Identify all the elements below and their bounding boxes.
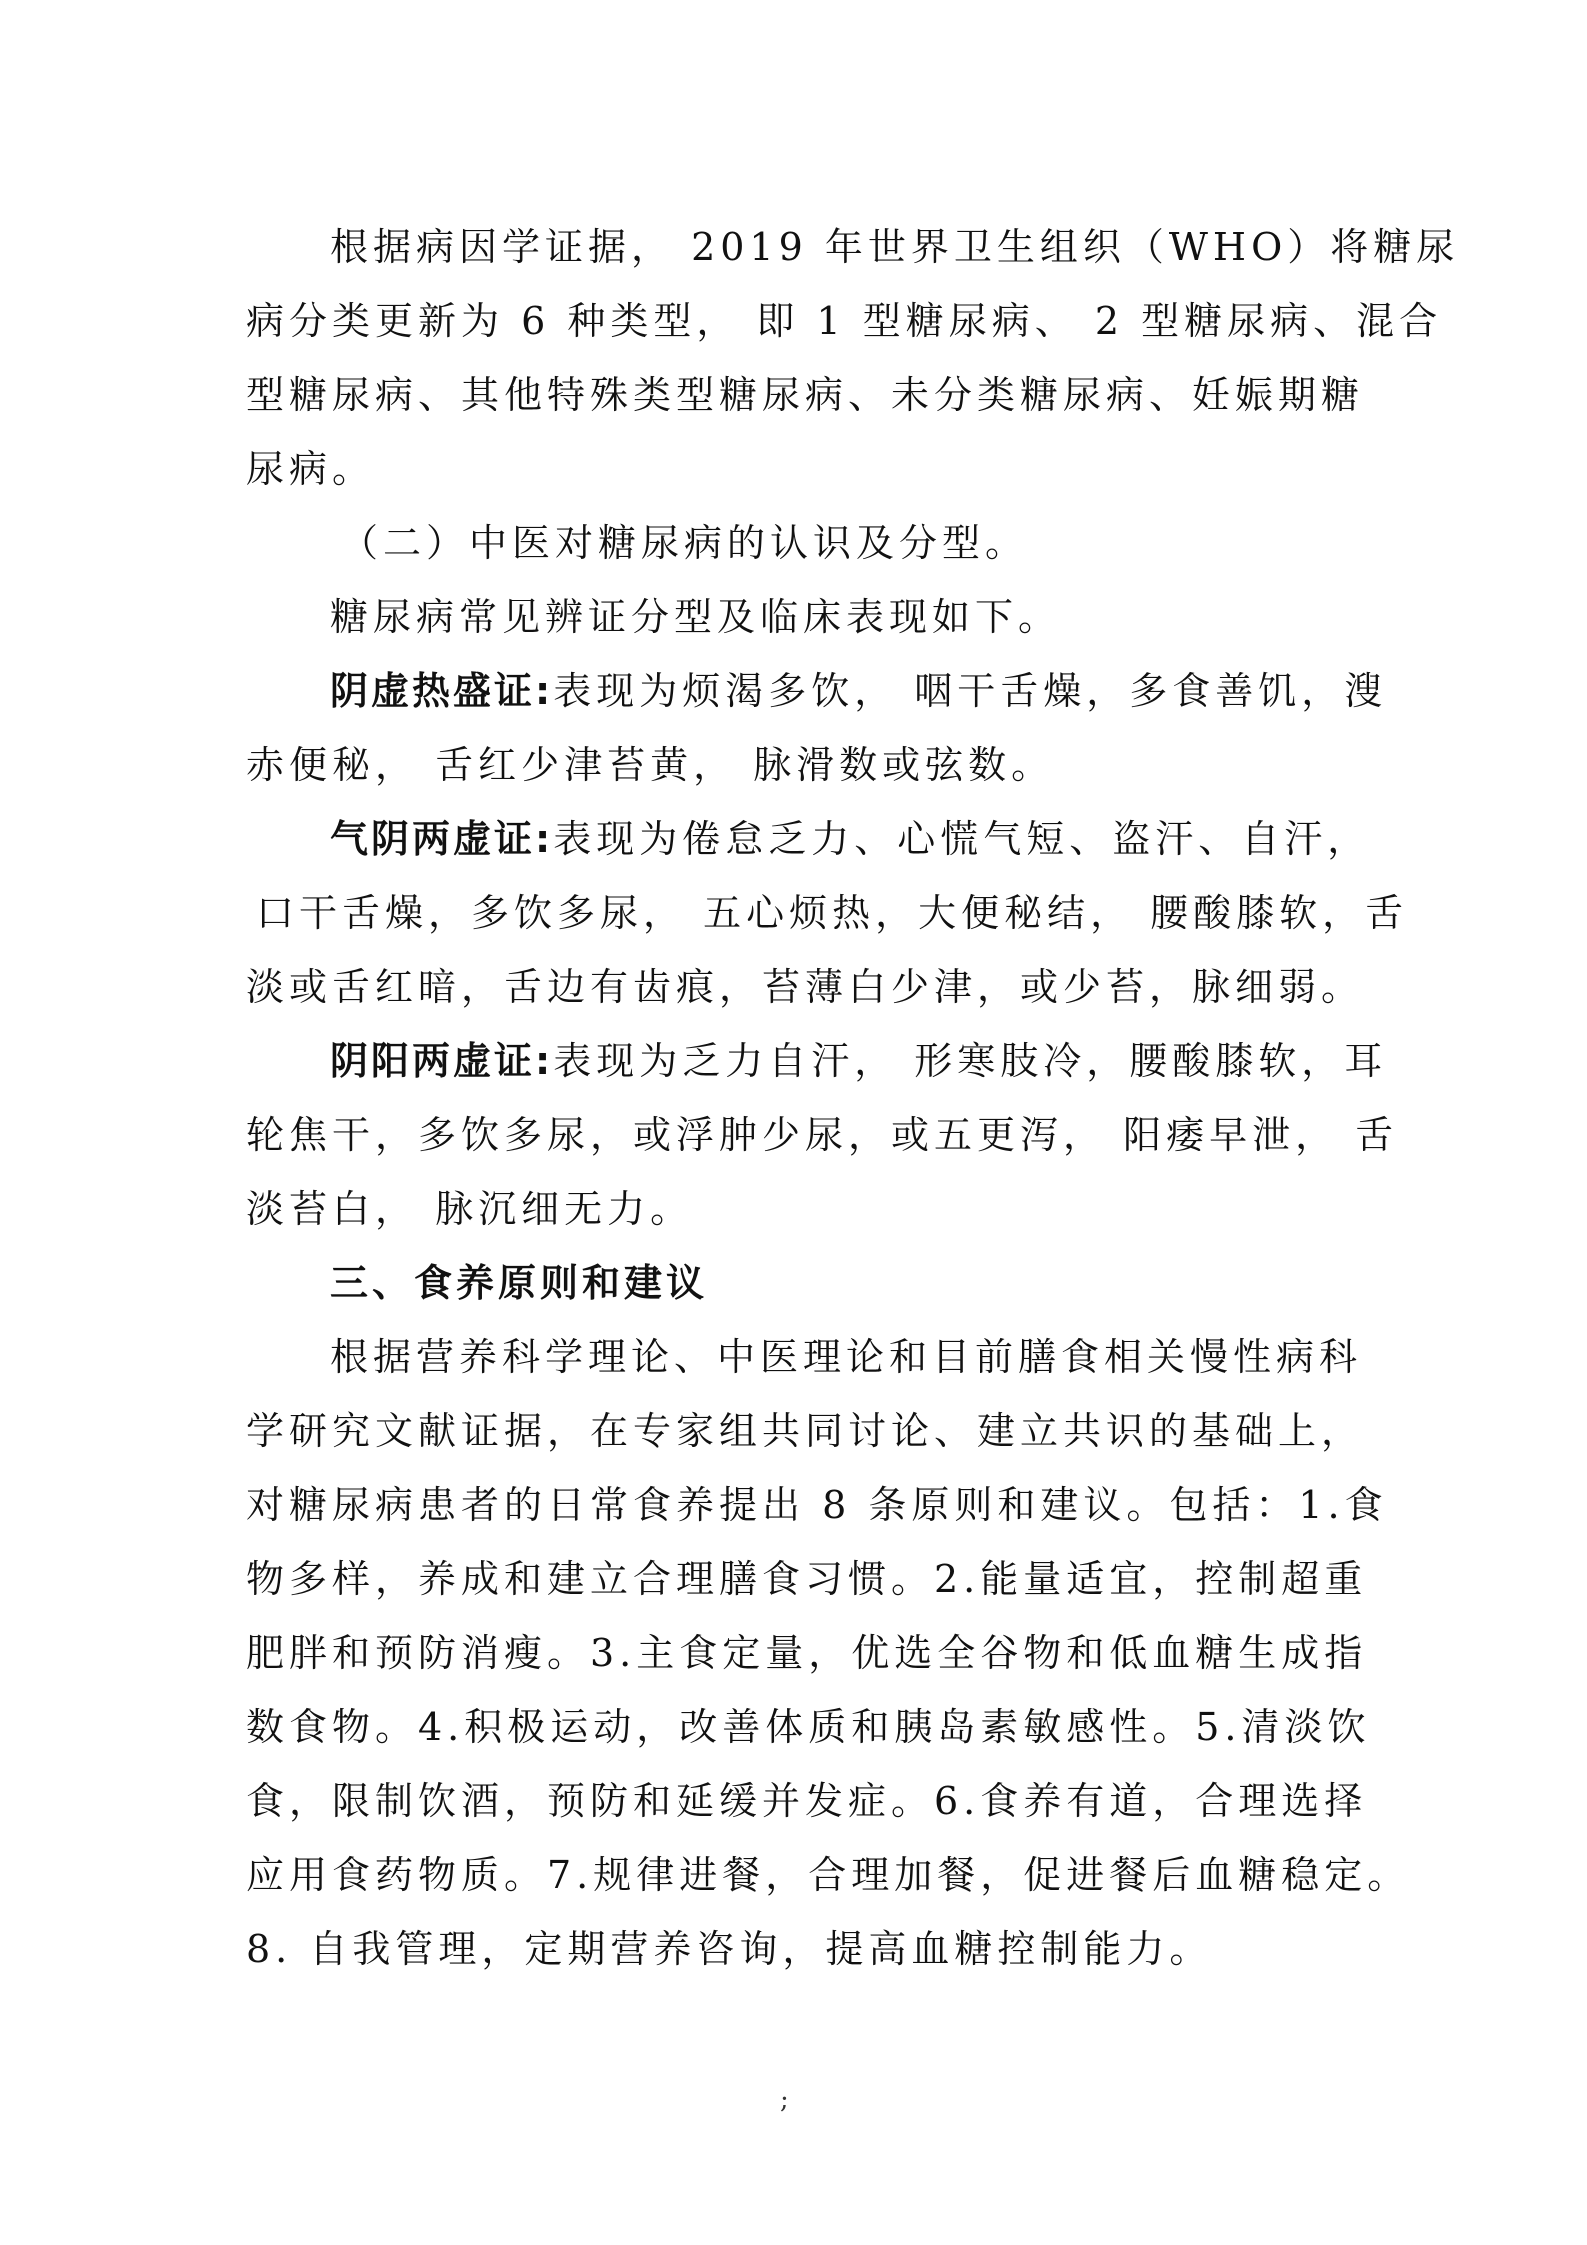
paragraph-line: 轮焦干，多饮多尿，或浮肿少尿，或五更泻， 阳痿早泄， 舌	[246, 1113, 1399, 1157]
paragraph-line: 根据营养科学理论、中医理论和目前膳食相关慢性病科	[330, 1335, 1363, 1379]
paragraph-line: 学研究文献证据，在专家组共同讨论、建立共识的基础上，	[246, 1409, 1365, 1453]
paragraph-line: 食，限制饮酒，预防和延缓并发症。6.食养有道，合理选择	[246, 1779, 1368, 1823]
paragraph-line: 8. 自我管理，定期营养咨询，提高血糖控制能力。	[246, 1927, 1213, 1971]
syndrome-yinxu	[330, 666, 1430, 716]
paragraph-line: 肥胖和预防消瘦。3.主食定量，优选全谷物和低血糖生成指	[246, 1631, 1368, 1675]
syndrome-title: 气阴两虚证:	[330, 817, 554, 861]
paragraph-line: 对糖尿病患者的日常食养提出 8 条原则和建议。包括：1.食	[246, 1483, 1388, 1527]
syndrome-title: 阴虚热盛证:	[330, 669, 554, 713]
section-heading: （二）中医对糖尿病的认识及分型。	[340, 521, 1029, 565]
syndrome-text: 表现为烦渴多饮， 咽干舌燥，多食善饥，溲	[553, 669, 1388, 713]
syndrome-title: 阴阳两虚证:	[330, 1039, 554, 1083]
paragraph-line: 淡苔白， 脉沉细无力。	[246, 1187, 694, 1231]
paragraph-line: 糖尿病常见辨证分型及临床表现如下。	[330, 595, 1062, 639]
paragraph-line: 尿病。	[246, 447, 376, 491]
syndrome-qiyin	[330, 814, 1430, 864]
paragraph-line: 应用食药物质。7.规律进餐，合理加餐，促进餐后血糖稳定。	[246, 1853, 1411, 1897]
section-heading: 三、食养原则和建议	[330, 1261, 709, 1305]
syndrome-text: 表现为倦怠乏力、心慌气短、盗汗、自汗，	[553, 817, 1371, 861]
paragraph-line: 根据病因学证据， 2019 年世界卫生组织（WHO）将糖尿	[330, 225, 1460, 269]
syndrome-text: 表现为乏力自汗， 形寒肢冷，腰酸膝软，耳	[553, 1039, 1388, 1083]
paragraph-line: 口干舌燥，多饮多尿， 五心烦热，大便秘结， 腰酸膝软，舌	[256, 891, 1409, 935]
paragraph-line: 物多样，养成和建立合理膳食习惯。2.能量适宜，控制超重	[246, 1557, 1368, 1601]
paragraph-line: 型糖尿病、其他特殊类型糖尿病、未分类糖尿病、妊娠期糖	[246, 373, 1365, 417]
syndrome-yinyang	[330, 1036, 1430, 1086]
paragraph-line: 淡或舌红暗，舌边有齿痕，苔薄白少津，或少苔，脉细弱。	[246, 965, 1365, 1009]
paragraph-line: 赤便秘， 舌红少津苔黄， 脉滑数或弦数。	[246, 743, 1055, 787]
paragraph-line: 病分类更新为 6 种类型， 即 1 型糖尿病、 2 型糖尿病、混合	[246, 299, 1443, 343]
page-footer: ;	[780, 2085, 789, 2115]
paragraph-line: 数食物。4.积极运动，改善体质和胰岛素敏感性。5.清淡饮	[246, 1705, 1371, 1749]
